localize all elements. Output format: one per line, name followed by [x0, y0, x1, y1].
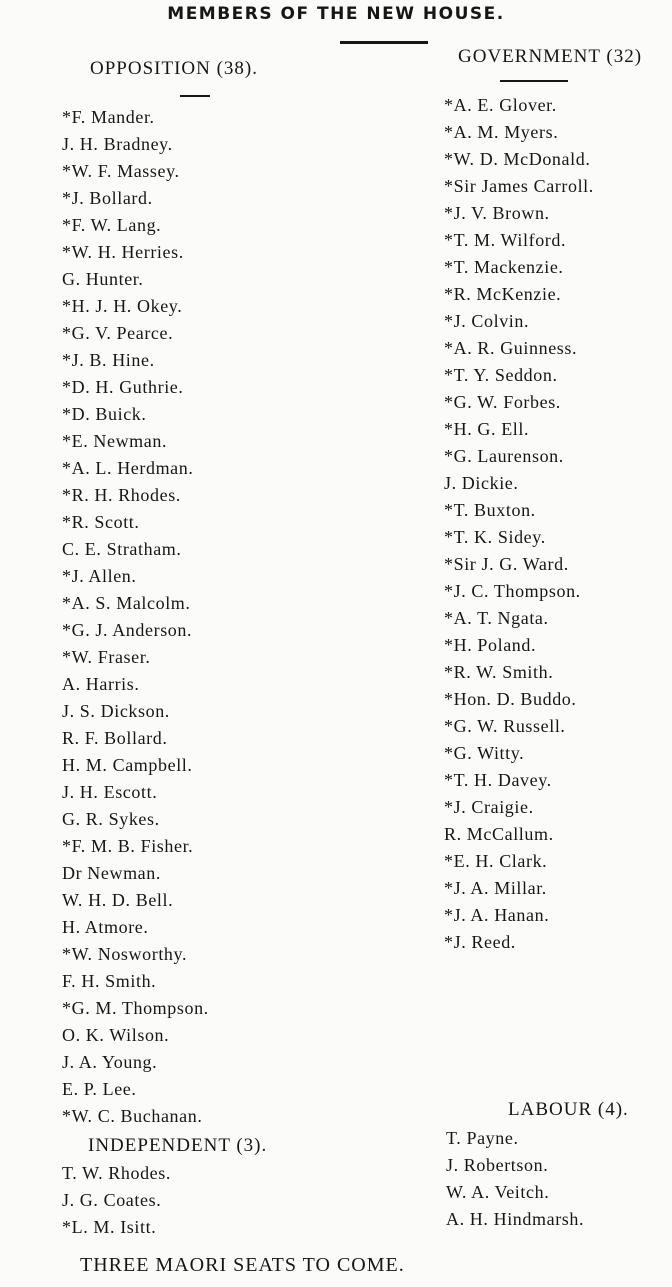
member-name: *R. McKenzie. [444, 284, 562, 304]
government-list [444, 92, 594, 956]
member-name: A. Harris. [62, 674, 140, 694]
member-name: *R. H. Rhodes. [62, 485, 181, 505]
member-name: *J. Bollard. [62, 188, 153, 208]
member-name: J. H. Escott. [62, 782, 158, 802]
member-name: C. E. Stratham. [62, 539, 182, 559]
labour-list [446, 1125, 584, 1233]
member-name: *G. M. Thompson. [62, 998, 209, 1018]
member-name: *T. M. Wilford. [444, 230, 567, 250]
member-name: W. H. D. Bell. [62, 890, 174, 910]
member-name: *G. Witty. [444, 743, 525, 763]
member-name: *A. E. Glover. [444, 95, 557, 115]
member-name: A. H. Hindmarsh. [446, 1209, 585, 1229]
member-name: *T. H. Davey. [444, 770, 552, 790]
member-name: *Sir J. G. Ward. [444, 554, 569, 574]
member-name: R. F. Bollard. [62, 728, 168, 748]
member-name: *J. A. Hanan. [444, 905, 550, 925]
member-name: *W. D. McDonald. [444, 149, 591, 169]
member-name: *H. J. H. Okey. [62, 296, 183, 316]
member-name: *W. F. Massey. [62, 161, 180, 181]
member-name: *A. L. Herdman. [62, 458, 194, 478]
member-name: J. A. Young. [62, 1052, 158, 1072]
opposition-underline [180, 95, 210, 97]
member-name: *G. Laurenson. [444, 446, 564, 466]
footer-note: THREE MAORI SEATS TO COME. [80, 1254, 405, 1276]
labour-heading: LABOUR (4). [508, 1099, 629, 1120]
member-name: *H. G. Ell. [444, 419, 530, 439]
member-name: *A. T. Ngata. [444, 608, 549, 628]
page-title: MEMBERS OF THE NEW HOUSE. [167, 4, 505, 24]
member-name: *T. Buxton. [444, 500, 536, 520]
member-name: *H. Poland. [444, 635, 537, 655]
member-name: J. Dickie. [444, 473, 519, 493]
member-name: F. H. Smith. [62, 971, 157, 991]
member-name: *J. V. Brown. [444, 203, 550, 223]
member-name: J. Robertson. [446, 1155, 549, 1175]
opposition-heading: OPPOSITION (38). [90, 58, 258, 79]
member-name: *F. Mander. [62, 107, 155, 127]
member-name: *F. M. B. Fisher. [62, 836, 194, 856]
member-name: R. McCallum. [444, 824, 554, 844]
member-name: *L. M. Isitt. [62, 1217, 157, 1237]
member-name: *D. Buick. [62, 404, 147, 424]
member-name: *Sir James Carroll. [444, 176, 594, 196]
member-name: *R. W. Smith. [444, 662, 554, 682]
member-name: J. S. Dickson. [62, 701, 170, 721]
member-name: *G. J. Anderson. [62, 620, 193, 640]
member-name: *W. Nosworthy. [62, 944, 188, 964]
member-name: H. Atmore. [62, 917, 149, 937]
opposition-list [62, 104, 209, 1130]
member-name: *J. Colvin. [444, 311, 530, 331]
title-underline [340, 41, 428, 44]
member-name: *W. H. Herries. [62, 242, 184, 262]
member-name: *R. Scott. [62, 512, 140, 532]
member-name: *J. Reed. [444, 932, 516, 952]
member-name: *W. Fraser. [62, 647, 151, 667]
independent-heading: INDEPENDENT (3). [88, 1135, 268, 1156]
member-name: W. A. Veitch. [446, 1182, 550, 1202]
member-name: *J. C. Thompson. [444, 581, 581, 601]
member-name: *J. B. Hine. [62, 350, 155, 370]
member-name: T. Payne. [446, 1128, 519, 1148]
member-name: *T. Mackenzie. [444, 257, 564, 277]
member-name: *J. A. Millar. [444, 878, 547, 898]
member-name: *E. H. Clark. [444, 851, 548, 871]
member-name: *Hon. D. Buddo. [444, 689, 577, 709]
member-name: *T. K. Sidey. [444, 527, 546, 547]
government-heading: GOVERNMENT (32) [458, 46, 643, 67]
member-name: *D. H. Guthrie. [62, 377, 184, 397]
member-name: E. P. Lee. [62, 1079, 137, 1099]
member-name: G. R. Sykes. [62, 809, 160, 829]
member-name: O. K. Wilson. [62, 1025, 170, 1045]
member-name: *A. R. Guinness. [444, 338, 578, 358]
member-name: *J. Allen. [62, 566, 137, 586]
member-name: *G. W. Russell. [444, 716, 566, 736]
member-name: *J. Craigie. [444, 797, 534, 817]
member-name: *T. Y. Seddon. [444, 365, 558, 385]
member-name: Dr Newman. [62, 863, 161, 883]
member-name: *F. W. Lang. [62, 215, 162, 235]
member-name: H. M. Campbell. [62, 755, 193, 775]
member-name: J. H. Bradney. [62, 134, 173, 154]
member-name: *A. M. Myers. [444, 122, 559, 142]
member-name: *A. S. Malcolm. [62, 593, 191, 613]
member-name: *W. C. Buchanan. [62, 1106, 203, 1126]
member-name: *G. V. Pearce. [62, 323, 174, 343]
government-underline [500, 80, 568, 82]
member-name: *G. W. Forbes. [444, 392, 561, 412]
member-name: T. W. Rhodes. [62, 1163, 171, 1183]
member-name: J. G. Coates. [62, 1190, 162, 1210]
independent-list [62, 1160, 171, 1241]
member-name: *E. Newman. [62, 431, 168, 451]
member-name: G. Hunter. [62, 269, 144, 289]
